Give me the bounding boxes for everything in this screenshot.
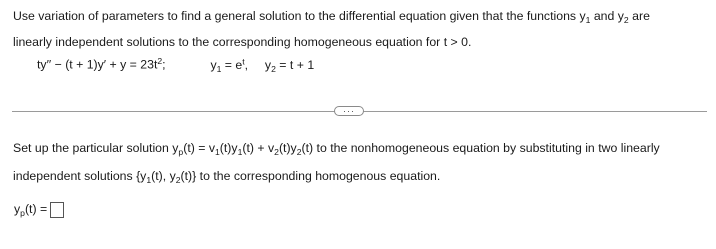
set-text: (t), y: [151, 169, 176, 183]
subscript: 2: [623, 15, 629, 25]
solution-set: [136, 169, 196, 183]
set-text: (t)}: [180, 169, 197, 183]
instr-text: (t) + v: [242, 141, 275, 155]
answer-symbol: y: [14, 202, 21, 216]
instr-text: (t) = v: [183, 141, 215, 155]
subscript: 1: [146, 175, 152, 185]
answer-row: [14, 202, 64, 218]
exponent: t: [242, 56, 245, 66]
answer-label-rest: (t) =: [24, 202, 48, 216]
answer-input[interactable]: [50, 202, 64, 218]
subscript: 1: [216, 63, 222, 74]
equation-text: ty′′ − (t + 1)y′ + y = 23t: [37, 57, 158, 72]
set-text: {y: [136, 169, 147, 183]
differential-equation: [37, 56, 314, 74]
intro-text: Use variation of parameters to find a general solution to the differential equation given that the functions y: [13, 9, 586, 23]
instr-text: (t)y: [278, 141, 297, 155]
y1-symbol: y: [210, 57, 217, 72]
expand-more-button[interactable]: ···: [334, 106, 364, 116]
instr-text: (t)y: [219, 141, 238, 155]
instructions-text: [13, 136, 708, 192]
subscript: 1: [215, 147, 220, 157]
subscript: p: [20, 208, 25, 218]
subscript: 1: [237, 147, 243, 157]
intro-text: and y: [590, 9, 624, 23]
y1-definition: [210, 58, 248, 72]
instr-text: (t) to the nonhomogeneous equation by substituting in two linearly: [301, 141, 660, 155]
instr-text: to the corresponding homogenous equation.: [196, 169, 441, 183]
answer-label: [14, 202, 47, 218]
problem-statement: [13, 5, 708, 53]
instr-text: independent solutions: [13, 169, 137, 183]
intro-text: are: [628, 9, 650, 23]
subscript: 1: [585, 15, 591, 25]
subscript: 2: [296, 147, 302, 157]
comma: ,: [244, 57, 249, 72]
y2-rhs: = t + 1: [275, 57, 315, 72]
exponent: 2: [157, 56, 163, 66]
subscript: 2: [271, 63, 276, 74]
equation-punct: ;: [162, 57, 166, 72]
subscript: p: [178, 147, 184, 157]
instr-text: Set up the particular solution y: [13, 141, 179, 155]
intro-text-line2: linearly independent solutions to the corresponding homogeneous equation for t > 0.: [13, 35, 472, 49]
y1-rhs: = e: [221, 57, 243, 72]
y2-definition: [265, 58, 314, 72]
y2-symbol: y: [264, 57, 272, 72]
subscript: 2: [274, 147, 279, 157]
subscript: 2: [175, 175, 181, 185]
